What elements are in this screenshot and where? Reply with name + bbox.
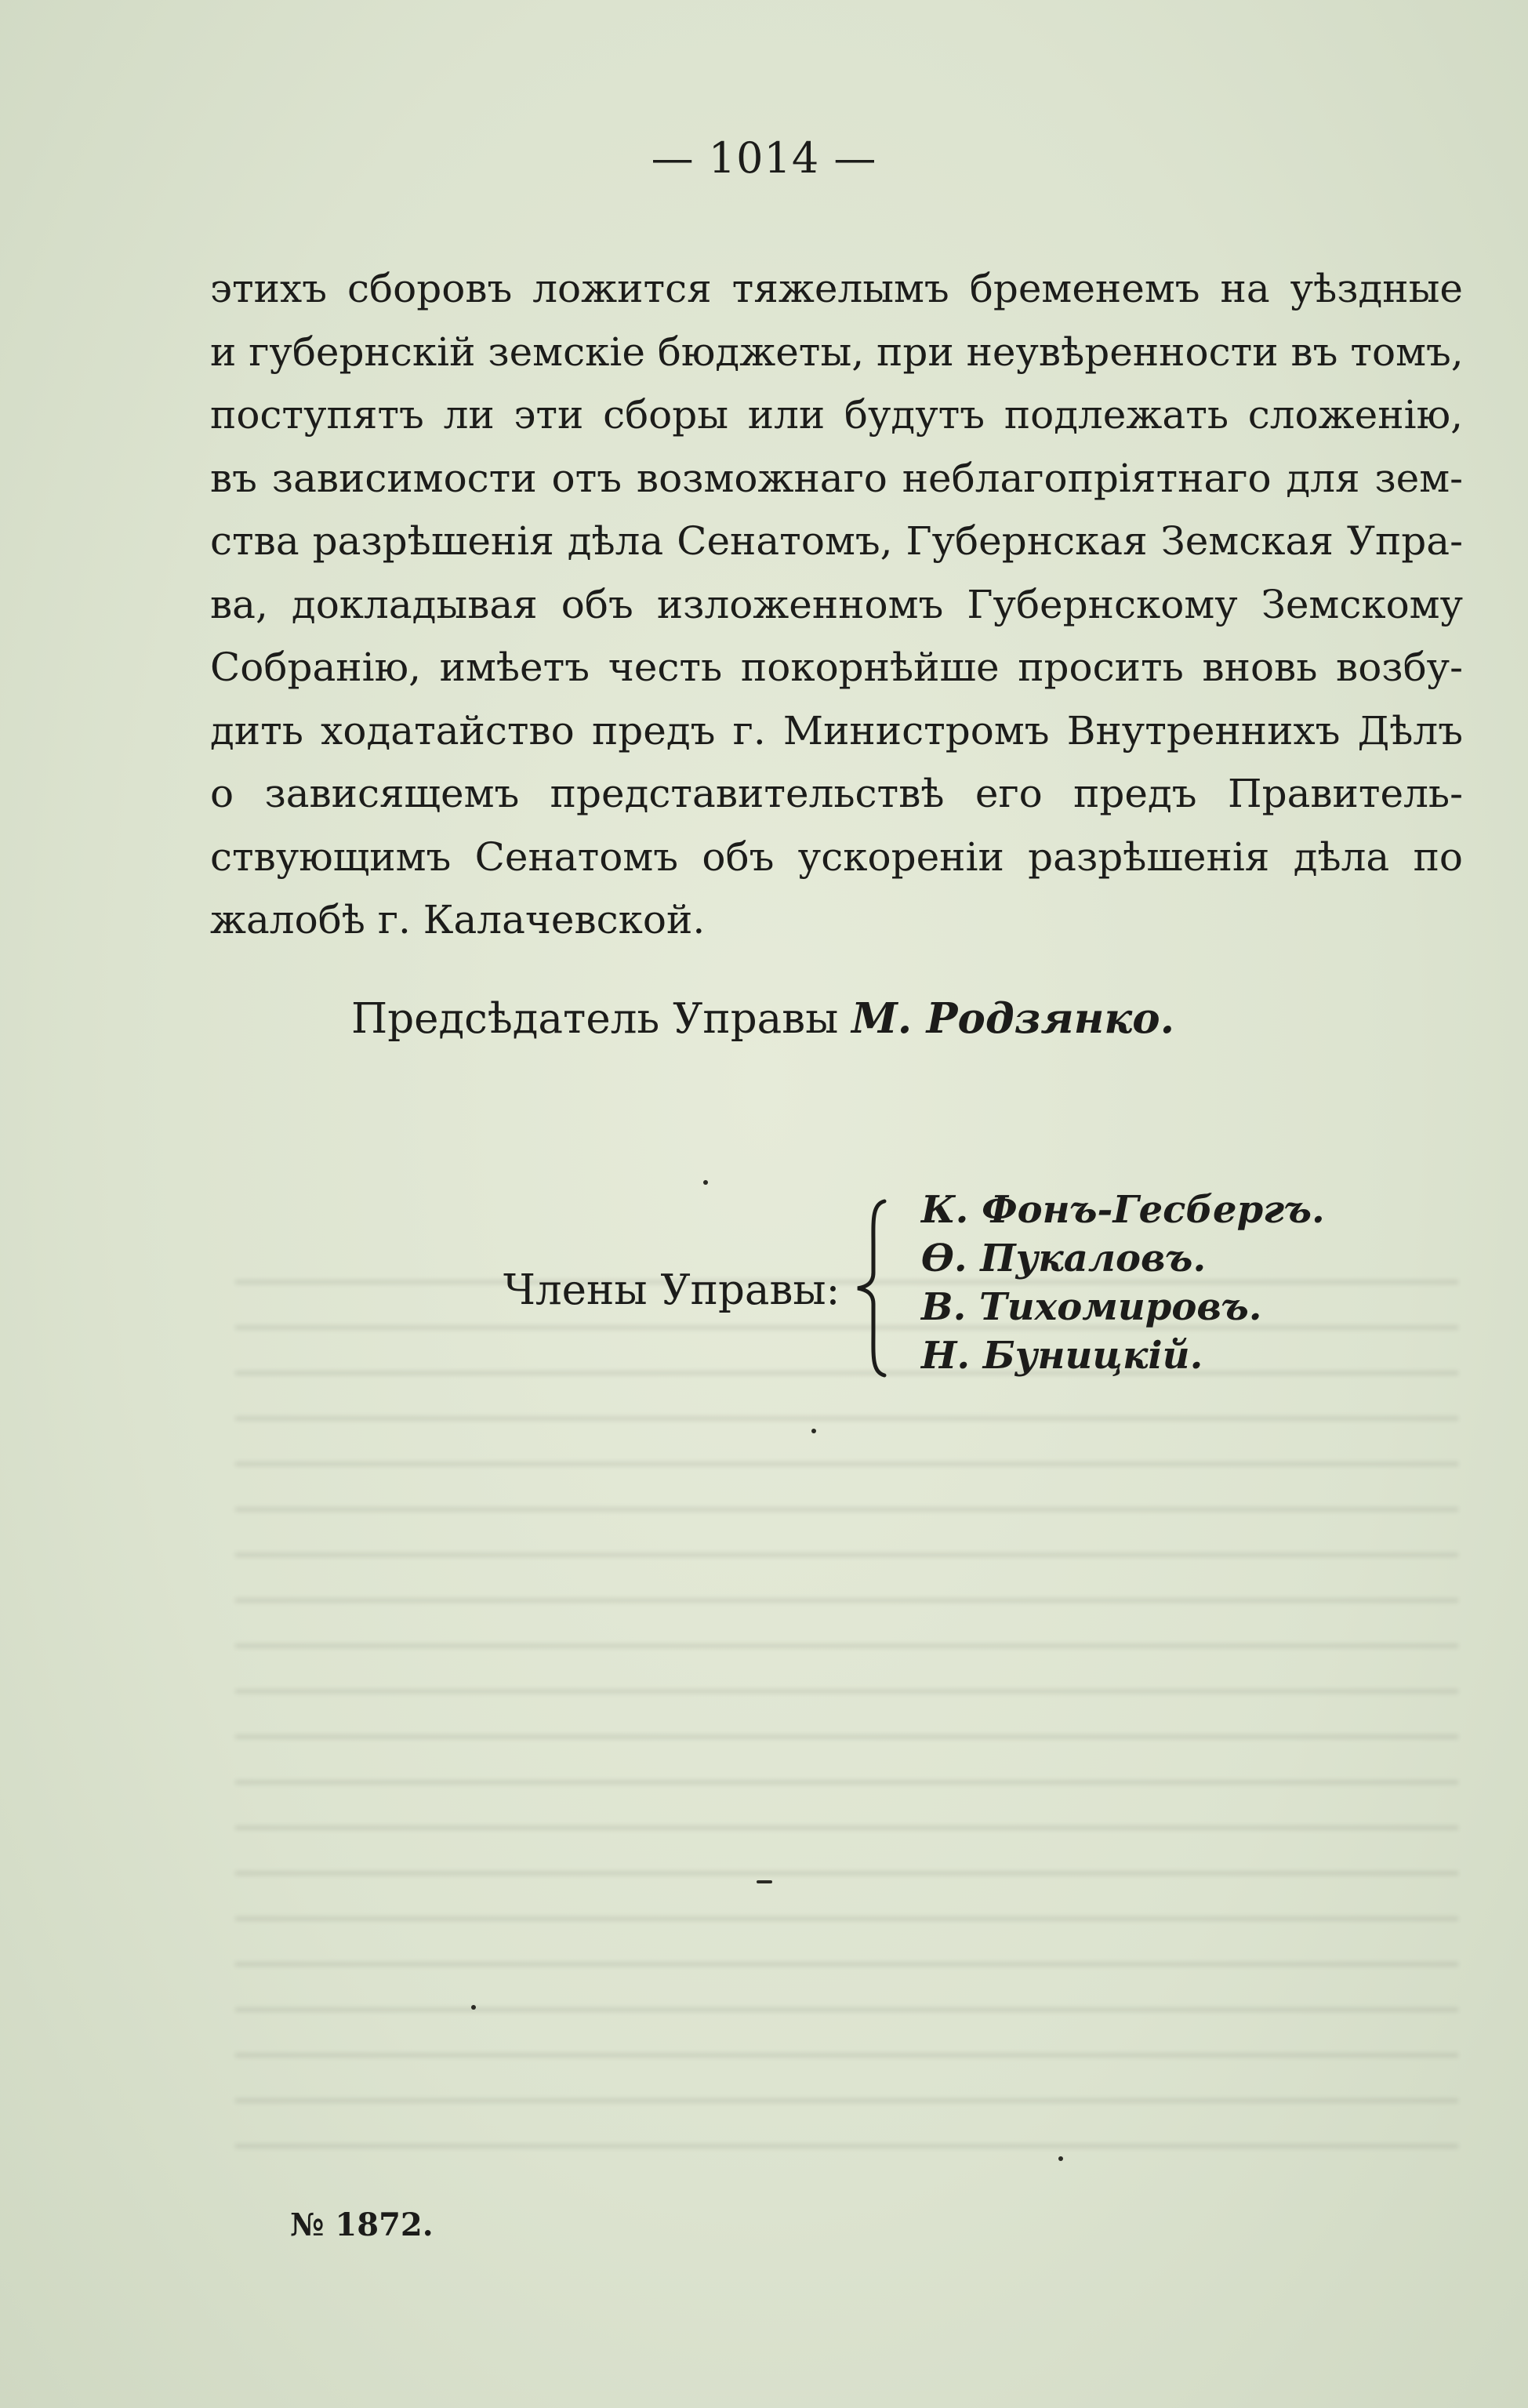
body-line: и губернскій земскіе бюджеты, при неувѣренности въ томъ, (210, 329, 1464, 375)
member-name: Ѳ. Пукаловъ. (921, 1237, 1207, 1280)
page-number: — 1014 — (651, 133, 877, 183)
body-line: Собранію, имѣетъ честь покорнѣйше просить вновь возбу- (210, 645, 1463, 690)
member-name: К. Фонъ-Гесбергъ. (921, 1188, 1325, 1232)
ink-speck (1058, 2156, 1063, 2161)
body-line: жалобѣ г. Калачевской. (210, 897, 706, 942)
chairman-signature (351, 994, 1174, 1043)
body-line: ва, докладывая объ изложенномъ Губернскому Земскому (210, 581, 1463, 627)
body-line: о зависящемъ представительствѣ его предъ Правитель- (210, 771, 1463, 816)
chairman-name: М. Родзянко. (851, 994, 1175, 1043)
body-line: въ зависимости отъ возможнаго неблагопріятнаго для зем- (210, 455, 1463, 501)
ink-speck (811, 1429, 816, 1433)
curly-brace-icon (850, 1198, 897, 1378)
ink-speck (471, 2005, 476, 2010)
body-paragraph (210, 257, 1463, 952)
members-list (921, 1186, 1325, 1380)
member-name: В. Тихомировъ. (921, 1285, 1262, 1329)
body-line: поступятъ ли эти сборы или будутъ подлежать сложенію, (210, 392, 1463, 438)
member-name: Н. Буницкій. (921, 1334, 1203, 1378)
ink-speck (703, 1180, 708, 1185)
body-line: ства разрѣшенія дѣла Сенатомъ, Губернская Земская Упра- (210, 518, 1463, 564)
ink-speck (757, 1880, 772, 1883)
body-line: дить ходатайство предъ г. Министромъ Внутреннихъ Дѣлъ (210, 707, 1463, 754)
document-number: № 1872. (290, 2206, 434, 2243)
members-label: Члены Управы: (503, 1266, 840, 1314)
body-line: этихъ сборовъ ложится тяжелымъ бременемъ на уѣздные (210, 266, 1463, 311)
chairman-label: Предсѣдатель Управы (351, 995, 839, 1043)
body-line: ствующимъ Сенатомъ объ ускореніи разрѣшенія дѣла по (210, 834, 1463, 880)
